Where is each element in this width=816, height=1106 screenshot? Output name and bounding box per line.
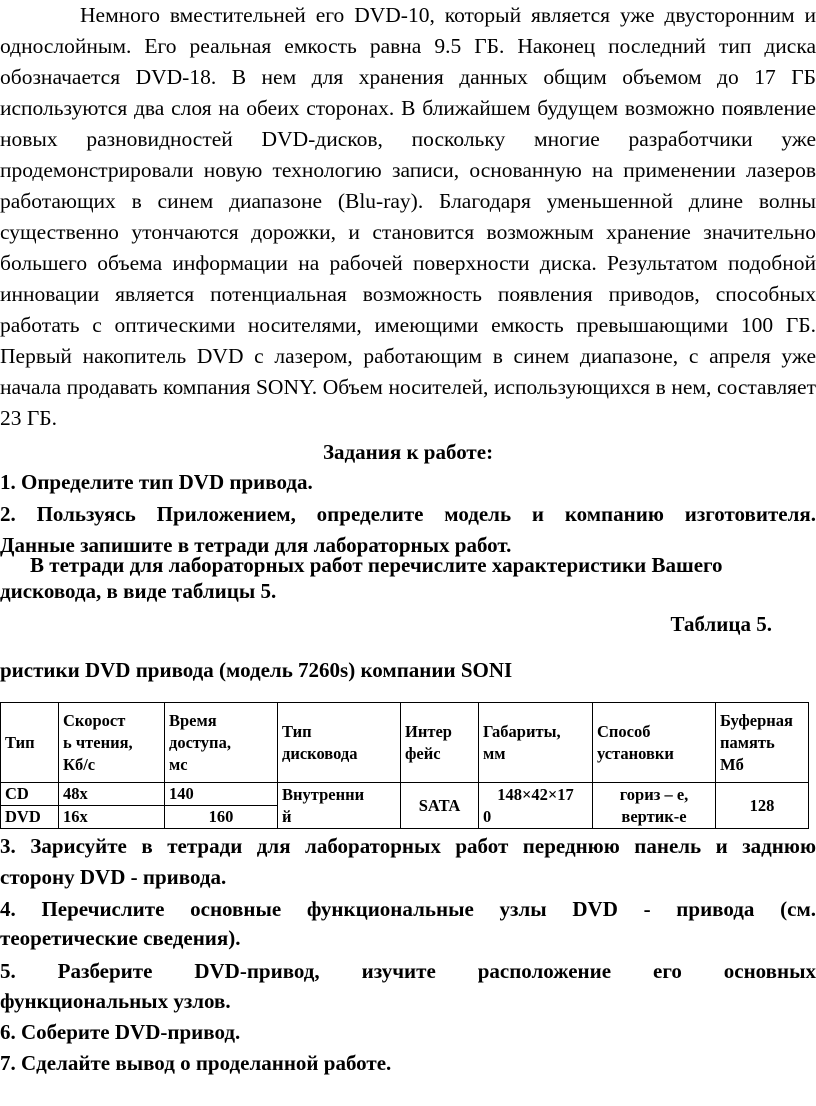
cell-buffer: 128 [716, 783, 809, 829]
cell-mounting: гориз – е, вертик-е [593, 783, 716, 829]
task-2b-line-2: дисковода, в виде таблицы 5. [0, 579, 277, 603]
task-5-line-2: функциональных узлов. [0, 989, 231, 1013]
cell-type: CD [1, 783, 59, 806]
task-7: 7. Сделайте вывод о проделанной работе. [0, 1051, 392, 1075]
cell-speed: 48x [59, 783, 165, 806]
cell-type: DVD [1, 806, 59, 829]
header-interface: Интер фейс [401, 703, 479, 783]
task-2b-line-1: В тетради для лабораторных работ перечислите характеристики Вашего [30, 553, 723, 577]
cell-speed: 16x [59, 806, 165, 829]
cell-interface: SATA [401, 783, 479, 829]
task-3-line-1: 3. Зарисуйте в тетради для лабораторных работ переднюю панель и заднюю [0, 834, 816, 858]
header-access-time: Время доступа, мс [165, 703, 278, 783]
task-4-line-1: 4. Перечислите основные функциональные узлы DVD - привода (см. [0, 897, 816, 921]
task-2-line-1: 2. Пользуясь Приложением, определите модель и компанию изготовителя. [0, 502, 816, 526]
tasks-heading: Задания к работе: [322, 440, 494, 464]
task-1: 1. Определите тип DVD привода. [0, 470, 313, 494]
task-4-line-2: теоретические сведения). [0, 926, 241, 950]
header-drive-type: Тип дисковода [278, 703, 401, 783]
header-dimensions: Габариты, мм [479, 703, 593, 783]
intro-paragraph: Немного вместительней его DVD-10, который является уже двусторонним и однослойным. Его реальная емкость равна 9.5 ГБ. Наконец последний тип диска обозначается DVD-18. В нем для хранения данных общим объемом до 17 ГБ используются два слоя на обеих сторонах. В ближайшем будущем возможно появление новых разновидностей DVD-дисков, поскольку многие разработчики уже продемонстрировали новую технологию записи, основанную на применении лазеров работающих в синем диапазоне (Blu-ray). Благодаря уменьшенной длине волны существенно утончаются дорожки, и становится возможным хранение значительно большего объема информации на рабочей поверхности диска. Результатом подобной инновации является потенциальная возможность появления приводов, способных работать с оптическими носителями, имеющими емкость превышающими 100 ГБ. Первый накопитель DVD с лазером, работающим в синем диапазоне, с апреля уже начала продавать компания SONY. Объем носителей, использующихся в нем, составляет 23 ГБ. [0, 3, 816, 430]
table-header-row [1, 703, 809, 783]
header-type: Тип [1, 703, 59, 783]
table-label: Таблица 5. [670, 612, 772, 636]
header-mounting: Способ установки [593, 703, 716, 783]
task-2-line-2: Данные запишите в тетради для лабораторных работ. [0, 533, 512, 557]
drive-spec-table [0, 702, 809, 829]
table-row [1, 783, 809, 806]
cell-access: 140 [165, 783, 278, 806]
task-5-line-1: 5. Разберите DVD-привод, изучите расположение его основных [0, 959, 816, 983]
table-caption: ристики DVD привода (модель 7260s) компании SONI [0, 658, 513, 682]
task-6: 6. Соберите DVD-привод. [0, 1020, 241, 1044]
cell-access: 160 [165, 806, 278, 829]
header-read-speed: Скорост ь чтения, Кб/с [59, 703, 165, 783]
cell-drive-type: Внутренни й [278, 783, 401, 829]
task-3-line-2: сторону DVD - привода. [0, 865, 227, 889]
header-buffer: Буферная память Мб [716, 703, 809, 783]
cell-dimensions: 148×42×17 0 [479, 783, 593, 829]
